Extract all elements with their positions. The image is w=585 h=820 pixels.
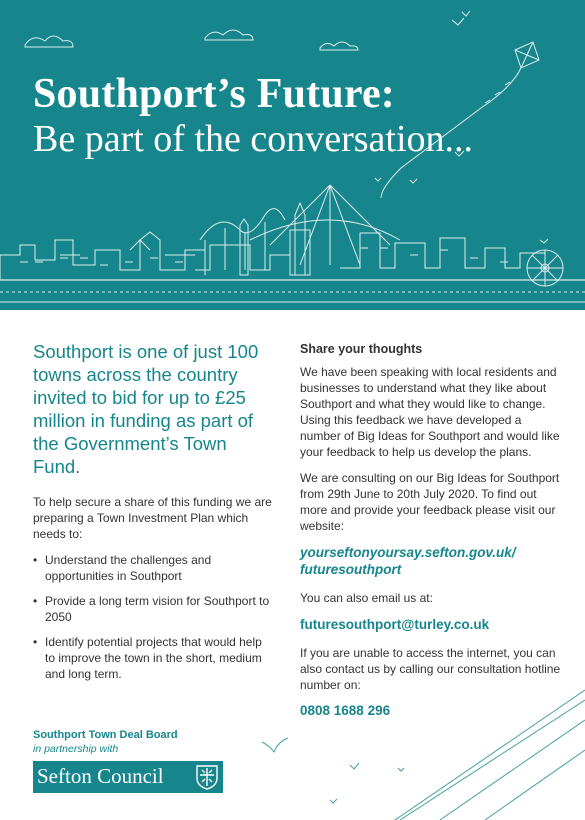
bird-icon bbox=[452, 18, 464, 25]
section-heading: Share your thoughts bbox=[300, 342, 423, 356]
bird-icon bbox=[398, 768, 404, 771]
right-column bbox=[300, 342, 562, 718]
left-column bbox=[33, 340, 273, 691]
cloud-icon bbox=[320, 42, 358, 50]
hero-banner bbox=[0, 0, 585, 310]
cloud-icon bbox=[25, 36, 73, 47]
lead-paragraph: Southport is one of just 100 towns across the country invited to bid for up to £25 million in funding as part of the Government’s Town Fund. bbox=[33, 341, 259, 477]
list-item: • Provide a long term vision for Southport to 2050 bbox=[33, 593, 273, 625]
board-name: Southport Town Deal Board bbox=[33, 729, 178, 741]
bird-icon bbox=[350, 763, 359, 769]
board-block bbox=[33, 728, 178, 756]
bird-icon bbox=[540, 239, 548, 243]
website-link[interactable] bbox=[300, 544, 562, 578]
consultation-paragraph: We are consulting on our Big Ideas for Southport from 29th June to 20th July 2020. To find out more and provide your feedback please visit our website: bbox=[300, 471, 560, 533]
cloud-icon bbox=[205, 30, 253, 40]
page-subtitle: Be part of the conversation... bbox=[33, 118, 474, 160]
list-item: • Identify potential projects that would help to improve the town in the short, medium and long term. bbox=[33, 634, 273, 682]
bird-icon bbox=[330, 799, 337, 803]
bird-icon bbox=[462, 11, 470, 16]
page-title: Southport’s Future: bbox=[33, 71, 395, 117]
bird-icon bbox=[375, 178, 381, 181]
website-line-1: yourseftonyoursay.sefton.gov.uk/ bbox=[300, 545, 516, 560]
bird-icon bbox=[410, 179, 417, 183]
partner-text: in partnership with bbox=[33, 743, 119, 755]
bird-icon bbox=[262, 738, 288, 752]
council-logo bbox=[33, 761, 223, 793]
sefton-crest-icon bbox=[194, 763, 220, 791]
phone-intro: If you are unable to access the internet, you can also contact us by calling our consultation hotline number on: bbox=[300, 646, 561, 692]
intro-paragraph: To help secure a share of this funding we are preparing a Town Investment Plan which needs to: bbox=[33, 495, 272, 541]
feedback-paragraph: We have been speaking with local residents and businesses to understand what they like about Southport and what they would like to change. Using this feedback we have developed a number of Big Ideas for Southport and would like your feedback to help us develop the plans. bbox=[300, 365, 560, 459]
email-link[interactable]: futuresouthport@turley.co.uk bbox=[300, 617, 490, 632]
list-item: • Understand the challenges and opportunities in Southport bbox=[33, 552, 273, 584]
email-intro: You can also email us at: bbox=[300, 591, 433, 605]
needs-list bbox=[33, 552, 273, 682]
phone-number[interactable]: 0808 1688 296 bbox=[300, 703, 391, 718]
council-name: Sefton Council bbox=[37, 764, 164, 788]
website-line-2: futuresouthport bbox=[300, 562, 402, 577]
